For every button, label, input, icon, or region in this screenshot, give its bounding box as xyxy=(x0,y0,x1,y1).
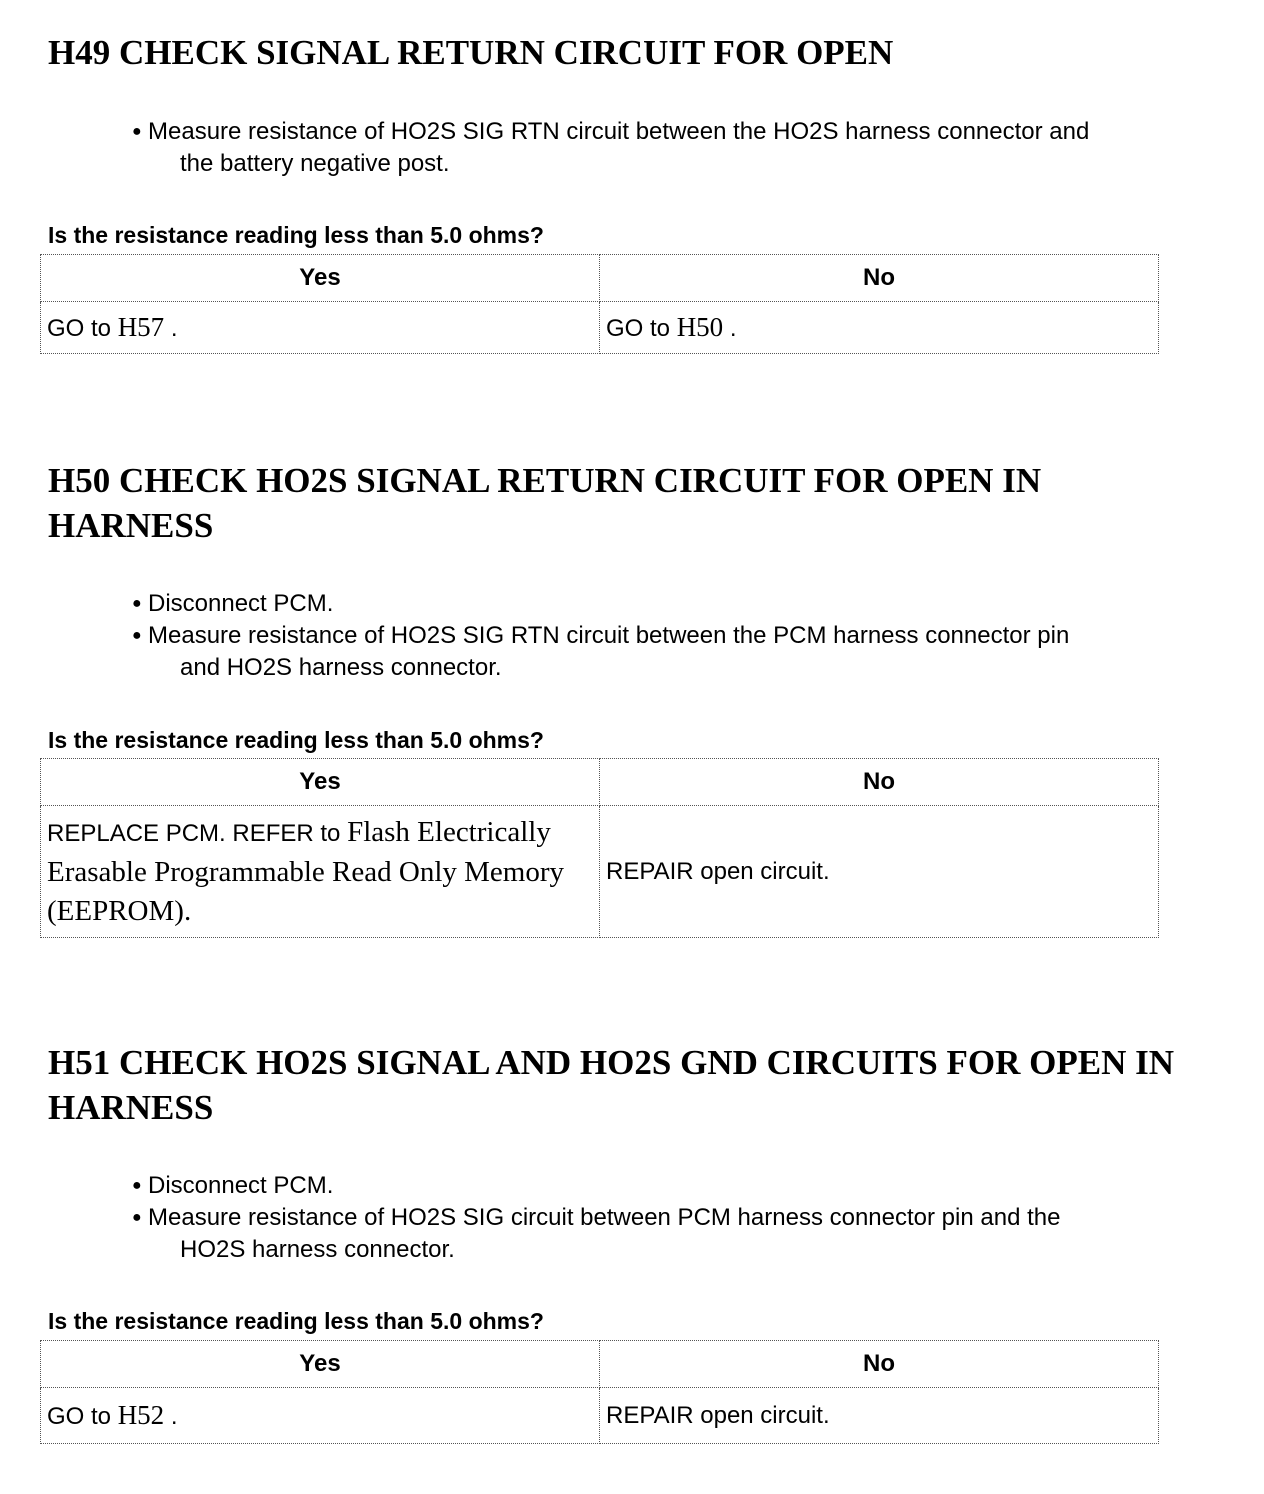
step-text: Measure resistance of HO2S SIG RTN circuit between the HO2S harness connector and xyxy=(148,118,1090,145)
step-text-cont: and HO2S harness connector. xyxy=(180,654,502,681)
step-text: Disconnect PCM. xyxy=(148,1172,334,1199)
yes-cell xyxy=(41,806,600,938)
section-title-h51: H51 CHECK HO2S SIGNAL AND HO2S GND CIRCUITS FOR OPEN IN HARNESS xyxy=(48,1043,1174,1127)
section-title-h50: H50 CHECK HO2S SIGNAL RETURN CIRCUIT FOR OPEN IN HARNESS xyxy=(48,461,1042,545)
no-header: No xyxy=(600,759,1159,806)
no-text: GO to xyxy=(606,315,677,342)
list-item xyxy=(128,588,1248,620)
yes-cell xyxy=(41,302,600,354)
link-h57[interactable]: H57 xyxy=(117,312,165,342)
question-h50: Is the resistance reading less than 5.0 ohms? xyxy=(48,727,544,753)
question-h49: Is the resistance reading less than 5.0 ohms? xyxy=(48,222,544,248)
yes-header: Yes xyxy=(41,1341,600,1388)
yes-suffix: . xyxy=(164,1403,178,1430)
yes-text: GO to xyxy=(47,1403,118,1430)
no-header: No xyxy=(600,1341,1159,1388)
yes-suffix: . xyxy=(183,894,192,927)
no-cell: REPAIR open circuit. xyxy=(600,1388,1159,1444)
no-cell xyxy=(600,302,1159,354)
link-h50[interactable]: H50 xyxy=(676,312,724,342)
no-header: No xyxy=(600,255,1159,302)
answer-table-h50 xyxy=(40,758,1159,938)
yes-text: REPLACE PCM. REFER to xyxy=(47,819,348,847)
bullet-icon: ● xyxy=(132,595,142,612)
no-suffix: . xyxy=(723,315,737,342)
bullet-icon: ● xyxy=(132,1209,142,1226)
bullet-icon: ● xyxy=(132,123,142,140)
answer-table-h51 xyxy=(40,1340,1159,1444)
bullet-icon: ● xyxy=(132,1177,142,1194)
link-flash-eeprom[interactable]: Flash Electrically Erasable Programmable Read Only Memory (EEPROM) xyxy=(47,815,565,927)
section-title-h49: H49 CHECK SIGNAL RETURN CIRCUIT FOR OPEN xyxy=(48,33,894,72)
step-text: Measure resistance of HO2S SIG RTN circuit between the PCM harness connector pin xyxy=(148,622,1070,649)
bullet-icon: ● xyxy=(132,627,142,644)
list-item xyxy=(128,620,1248,684)
step-text: Measure resistance of HO2S SIG circuit between PCM harness connector pin and the xyxy=(148,1204,1061,1231)
yes-cell xyxy=(41,1388,600,1444)
yes-suffix: . xyxy=(164,315,178,342)
steps-list-h51 xyxy=(128,1170,1248,1266)
yes-header: Yes xyxy=(41,255,600,302)
list-item xyxy=(128,1170,1248,1202)
yes-text: GO to xyxy=(47,315,118,342)
steps-list-h50 xyxy=(128,588,1248,684)
no-cell: REPAIR open circuit. xyxy=(600,806,1159,938)
list-item xyxy=(128,1202,1248,1266)
link-h52[interactable]: H52 xyxy=(117,1400,165,1430)
step-text: Disconnect PCM. xyxy=(148,590,334,617)
step-text-cont: HO2S harness connector. xyxy=(180,1236,455,1263)
steps-list-h49 xyxy=(128,116,1248,180)
list-item xyxy=(128,116,1248,180)
yes-header: Yes xyxy=(41,759,600,806)
answer-table-h49 xyxy=(40,254,1159,354)
step-text-cont: the battery negative post. xyxy=(180,150,450,177)
question-h51: Is the resistance reading less than 5.0 ohms? xyxy=(48,1308,544,1334)
